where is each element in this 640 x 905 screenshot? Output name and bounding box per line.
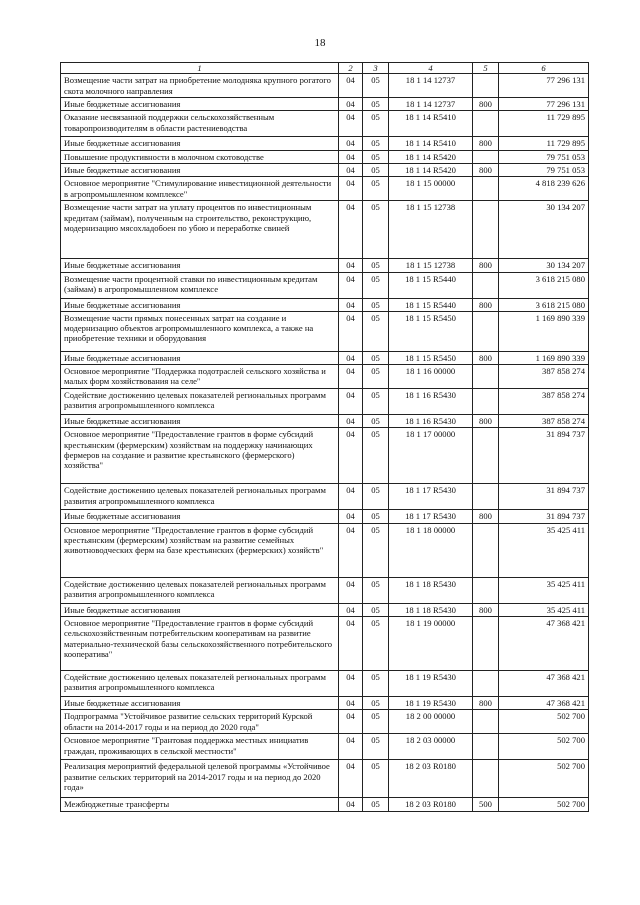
row-section-cell: 04 (339, 617, 363, 671)
row-subsection-cell: 05 (363, 351, 389, 364)
row-target-article-cell: 18 1 16 00000 (389, 365, 473, 389)
row-amount-cell: 1 169 890 339 (499, 351, 589, 364)
row-section-cell: 04 (339, 428, 363, 484)
table-row (61, 111, 589, 137)
row-amount-cell: 502 700 (499, 710, 589, 734)
table-row (61, 523, 589, 577)
row-expense-type-cell: 800 (473, 603, 499, 616)
row-subsection-cell: 05 (363, 697, 389, 710)
row-target-article-cell: 18 1 15 00000 (389, 177, 473, 201)
row-section-cell: 04 (339, 734, 363, 760)
row-name-cell: Иные бюджетные ассигнования (61, 97, 339, 110)
row-expense-type-cell: 500 (473, 798, 499, 811)
table-row (61, 484, 589, 510)
row-section-cell: 04 (339, 150, 363, 163)
table-row (61, 617, 589, 671)
row-amount-cell: 502 700 (499, 798, 589, 811)
table-body (61, 74, 589, 811)
row-amount-cell: 77 296 131 (499, 97, 589, 110)
column-header-row (61, 63, 589, 74)
row-section-cell: 04 (339, 710, 363, 734)
row-section-cell: 04 (339, 311, 363, 351)
row-section-cell: 04 (339, 671, 363, 697)
row-amount-cell: 11 729 895 (499, 111, 589, 137)
table-row (61, 798, 589, 811)
column-header-4: 4 (389, 63, 473, 74)
row-target-article-cell: 18 1 14 R5410 (389, 111, 473, 137)
table-row (61, 671, 589, 697)
row-amount-cell: 31 894 737 (499, 428, 589, 484)
table-row (61, 710, 589, 734)
row-expense-type-cell (473, 311, 499, 351)
row-target-article-cell: 18 1 14 R5420 (389, 163, 473, 176)
row-name-cell: Иные бюджетные ассигнования (61, 510, 339, 523)
row-expense-type-cell: 800 (473, 697, 499, 710)
row-expense-type-cell (473, 74, 499, 98)
column-header-2: 2 (339, 63, 363, 74)
row-target-article-cell: 18 1 18 R5430 (389, 603, 473, 616)
row-subsection-cell: 05 (363, 298, 389, 311)
row-target-article-cell: 18 1 14 12737 (389, 97, 473, 110)
row-amount-cell: 11 729 895 (499, 137, 589, 150)
row-amount-cell: 502 700 (499, 760, 589, 798)
row-name-cell: Иные бюджетные ассигнования (61, 298, 339, 311)
row-name-cell: Иные бюджетные ассигнования (61, 351, 339, 364)
row-target-article-cell: 18 1 15 12738 (389, 201, 473, 259)
row-expense-type-cell: 800 (473, 259, 499, 272)
table-row (61, 97, 589, 110)
row-target-article-cell: 18 1 14 R5420 (389, 150, 473, 163)
row-section-cell: 04 (339, 259, 363, 272)
table-row (61, 428, 589, 484)
row-subsection-cell: 05 (363, 617, 389, 671)
row-amount-cell: 387 858 274 (499, 365, 589, 389)
row-subsection-cell: 05 (363, 137, 389, 150)
table-row (61, 351, 589, 364)
row-expense-type-cell (473, 177, 499, 201)
row-target-article-cell: 18 1 17 R5430 (389, 510, 473, 523)
row-expense-type-cell: 800 (473, 510, 499, 523)
table-row (61, 272, 589, 298)
row-amount-cell: 35 425 411 (499, 523, 589, 577)
row-expense-type-cell (473, 734, 499, 760)
row-name-cell: Иные бюджетные ассигнования (61, 697, 339, 710)
row-section-cell: 04 (339, 577, 363, 603)
row-subsection-cell: 05 (363, 163, 389, 176)
row-section-cell: 04 (339, 97, 363, 110)
row-target-article-cell: 18 1 19 R5430 (389, 697, 473, 710)
row-target-article-cell: 18 1 14 12737 (389, 74, 473, 98)
row-target-article-cell: 18 2 00 00000 (389, 710, 473, 734)
budget-table (60, 62, 589, 812)
row-section-cell: 04 (339, 415, 363, 428)
table-row (61, 760, 589, 798)
row-subsection-cell: 05 (363, 760, 389, 798)
row-subsection-cell: 05 (363, 259, 389, 272)
row-amount-cell: 4 818 239 626 (499, 177, 589, 201)
table-row (61, 311, 589, 351)
row-subsection-cell: 05 (363, 798, 389, 811)
table-row (61, 150, 589, 163)
row-section-cell: 04 (339, 389, 363, 415)
row-subsection-cell: 05 (363, 272, 389, 298)
row-expense-type-cell (473, 365, 499, 389)
row-expense-type-cell: 800 (473, 97, 499, 110)
row-name-cell: Содействие достижению целевых показателей региональных программ развития агропромышленного комплекса (61, 389, 339, 415)
row-section-cell: 04 (339, 137, 363, 150)
row-subsection-cell: 05 (363, 177, 389, 201)
row-subsection-cell: 05 (363, 523, 389, 577)
row-expense-type-cell (473, 671, 499, 697)
row-target-article-cell: 18 1 18 00000 (389, 523, 473, 577)
row-subsection-cell: 05 (363, 577, 389, 603)
row-name-cell: Подпрограмма "Устойчивое развитие сельских территорий Курской области на 2014-2017 годы и на период до 2020 года" (61, 710, 339, 734)
row-name-cell: Иные бюджетные ассигнования (61, 259, 339, 272)
row-section-cell: 04 (339, 365, 363, 389)
row-expense-type-cell (473, 577, 499, 603)
row-amount-cell: 387 858 274 (499, 415, 589, 428)
row-target-article-cell: 18 2 03 00000 (389, 734, 473, 760)
row-name-cell: Основное мероприятие "Стимулирование инвестиционной деятельности в агропромышленном комплексе" (61, 177, 339, 201)
column-header-1: 1 (61, 63, 339, 74)
table-row (61, 577, 589, 603)
row-amount-cell: 31 894 737 (499, 484, 589, 510)
row-expense-type-cell (473, 484, 499, 510)
row-expense-type-cell (473, 201, 499, 259)
row-expense-type-cell (473, 389, 499, 415)
row-subsection-cell: 05 (363, 710, 389, 734)
row-name-cell: Основное мероприятие "Предоставление грантов в форме субсидий сельскохозяйственным потребительским кооперативам на развитие материально-технической базы сельскохозяйственного потребительского кооператива" (61, 617, 339, 671)
row-subsection-cell: 05 (363, 311, 389, 351)
row-subsection-cell: 05 (363, 111, 389, 137)
row-amount-cell: 79 751 053 (499, 150, 589, 163)
row-expense-type-cell (473, 523, 499, 577)
row-name-cell: Межбюджетные трансферты (61, 798, 339, 811)
row-expense-type-cell (473, 428, 499, 484)
row-target-article-cell: 18 1 15 R5450 (389, 311, 473, 351)
table-row (61, 163, 589, 176)
table-row (61, 74, 589, 98)
table-row (61, 365, 589, 389)
row-section-cell: 04 (339, 603, 363, 616)
table-row (61, 697, 589, 710)
row-name-cell: Основное мероприятие "Поддержка подотраслей сельского хозяйства и малых форм хозяйствования на селе" (61, 365, 339, 389)
row-section-cell: 04 (339, 74, 363, 98)
row-subsection-cell: 05 (363, 415, 389, 428)
row-subsection-cell: 05 (363, 150, 389, 163)
row-expense-type-cell: 800 (473, 351, 499, 364)
table-row (61, 510, 589, 523)
column-header-5: 5 (473, 63, 499, 74)
row-subsection-cell: 05 (363, 201, 389, 259)
row-amount-cell: 3 618 215 080 (499, 272, 589, 298)
row-name-cell: Основное мероприятие "Предоставление грантов в форме субсидий крестьянским (фермерским) хозяйствам на поддержку начинающих фермеров на создание и развитие крестьянского (фермерского) хозяйства" (61, 428, 339, 484)
table-row (61, 389, 589, 415)
row-section-cell: 04 (339, 523, 363, 577)
row-section-cell: 04 (339, 272, 363, 298)
table-row (61, 137, 589, 150)
row-target-article-cell: 18 1 19 00000 (389, 617, 473, 671)
row-expense-type-cell (473, 710, 499, 734)
row-name-cell: Содействие достижению целевых показателей региональных программ развития агропромышленного комплекса (61, 484, 339, 510)
row-subsection-cell: 05 (363, 734, 389, 760)
row-name-cell: Возмещение части затрат на уплату процентов по инвестиционным кредитам (займам), полученным на строительство, реконструкцию, модернизацию мясохладобоен по убою и переработке свиней (61, 201, 339, 259)
row-name-cell: Возмещение части процентной ставки по инвестиционным кредитам (займам) в агропромышленном комплексе (61, 272, 339, 298)
row-amount-cell: 1 169 890 339 (499, 311, 589, 351)
row-subsection-cell: 05 (363, 603, 389, 616)
row-amount-cell: 35 425 411 (499, 603, 589, 616)
row-expense-type-cell (473, 760, 499, 798)
row-name-cell: Реализация мероприятий федеральной целевой программы «Устойчивое развитие сельских территорий на 2014-2017 годы и на период до 2020 года» (61, 760, 339, 798)
row-name-cell: Иные бюджетные ассигнования (61, 163, 339, 176)
row-name-cell: Возмещение части прямых понесенных затрат на создание и модернизацию объектов агропромышленного комплекса, а также на приобретение техники и оборудования (61, 311, 339, 351)
row-target-article-cell: 18 1 15 R5450 (389, 351, 473, 364)
row-target-article-cell: 18 1 16 R5430 (389, 389, 473, 415)
row-subsection-cell: 05 (363, 510, 389, 523)
row-target-article-cell: 18 1 17 R5430 (389, 484, 473, 510)
row-name-cell: Иные бюджетные ассигнования (61, 137, 339, 150)
row-expense-type-cell: 800 (473, 415, 499, 428)
row-section-cell: 04 (339, 298, 363, 311)
row-expense-type-cell (473, 150, 499, 163)
row-name-cell: Содействие достижению целевых показателей региональных программ развития агропромышленного комплекса (61, 577, 339, 603)
row-expense-type-cell: 800 (473, 137, 499, 150)
row-section-cell: 04 (339, 484, 363, 510)
row-amount-cell: 31 894 737 (499, 510, 589, 523)
row-subsection-cell: 05 (363, 671, 389, 697)
row-target-article-cell: 18 1 15 12738 (389, 259, 473, 272)
row-amount-cell: 47 368 421 (499, 671, 589, 697)
table-row (61, 177, 589, 201)
row-target-article-cell: 18 2 03 R0180 (389, 798, 473, 811)
row-amount-cell: 77 296 131 (499, 74, 589, 98)
row-name-cell: Повышение продуктивности в молочном скотоводстве (61, 150, 339, 163)
row-expense-type-cell (473, 272, 499, 298)
table-row (61, 259, 589, 272)
row-expense-type-cell: 800 (473, 298, 499, 311)
row-target-article-cell: 18 1 15 R5440 (389, 272, 473, 298)
table-row (61, 734, 589, 760)
row-subsection-cell: 05 (363, 484, 389, 510)
row-expense-type-cell (473, 617, 499, 671)
row-target-article-cell: 18 1 18 R5430 (389, 577, 473, 603)
row-section-cell: 04 (339, 163, 363, 176)
table-row (61, 298, 589, 311)
row-amount-cell: 47 368 421 (499, 697, 589, 710)
row-name-cell: Возмещение части затрат на приобретение молодняка крупного рогатого скота молочного направления (61, 74, 339, 98)
row-target-article-cell: 18 1 16 R5430 (389, 415, 473, 428)
column-header-6: 6 (499, 63, 589, 74)
row-subsection-cell: 05 (363, 389, 389, 415)
row-target-article-cell: 18 1 17 00000 (389, 428, 473, 484)
row-amount-cell: 30 134 207 (499, 259, 589, 272)
row-expense-type-cell (473, 111, 499, 137)
row-name-cell: Оказание несвязанной поддержки сельскохозяйственным товаропроизводителям в области растениеводства (61, 111, 339, 137)
row-section-cell: 04 (339, 111, 363, 137)
row-name-cell: Иные бюджетные ассигнования (61, 603, 339, 616)
row-expense-type-cell: 800 (473, 163, 499, 176)
row-section-cell: 04 (339, 798, 363, 811)
row-amount-cell: 502 700 (499, 734, 589, 760)
row-target-article-cell: 18 1 15 R5440 (389, 298, 473, 311)
row-target-article-cell: 18 1 14 R5410 (389, 137, 473, 150)
column-header-3: 3 (363, 63, 389, 74)
page-number: 18 (314, 37, 326, 49)
row-name-cell: Основное мероприятие "Грантовая поддержка местных инициатив граждан, проживающих в сельской местности" (61, 734, 339, 760)
row-section-cell: 04 (339, 760, 363, 798)
row-name-cell: Основное мероприятие "Предоставление грантов в форме субсидий крестьянским (фермерским) хозяйствам на развитие семейных животноводческих ферм на базе крестьянских (фермерских) хозяйств" (61, 523, 339, 577)
row-section-cell: 04 (339, 510, 363, 523)
row-name-cell: Иные бюджетные ассигнования (61, 415, 339, 428)
row-section-cell: 04 (339, 697, 363, 710)
table-row (61, 415, 589, 428)
row-amount-cell: 47 368 421 (499, 617, 589, 671)
row-target-article-cell: 18 1 19 R5430 (389, 671, 473, 697)
row-amount-cell: 3 618 215 080 (499, 298, 589, 311)
table-row (61, 603, 589, 616)
row-subsection-cell: 05 (363, 428, 389, 484)
table-row (61, 201, 589, 259)
row-section-cell: 04 (339, 201, 363, 259)
row-subsection-cell: 05 (363, 74, 389, 98)
row-section-cell: 04 (339, 177, 363, 201)
row-amount-cell: 30 134 207 (499, 201, 589, 259)
row-subsection-cell: 05 (363, 365, 389, 389)
row-section-cell: 04 (339, 351, 363, 364)
row-subsection-cell: 05 (363, 97, 389, 110)
row-amount-cell: 35 425 411 (499, 577, 589, 603)
row-target-article-cell: 18 2 03 R0180 (389, 760, 473, 798)
row-name-cell: Содействие достижению целевых показателей региональных программ развития агропромышленного комплекса (61, 671, 339, 697)
row-amount-cell: 79 751 053 (499, 163, 589, 176)
row-amount-cell: 387 858 274 (499, 389, 589, 415)
